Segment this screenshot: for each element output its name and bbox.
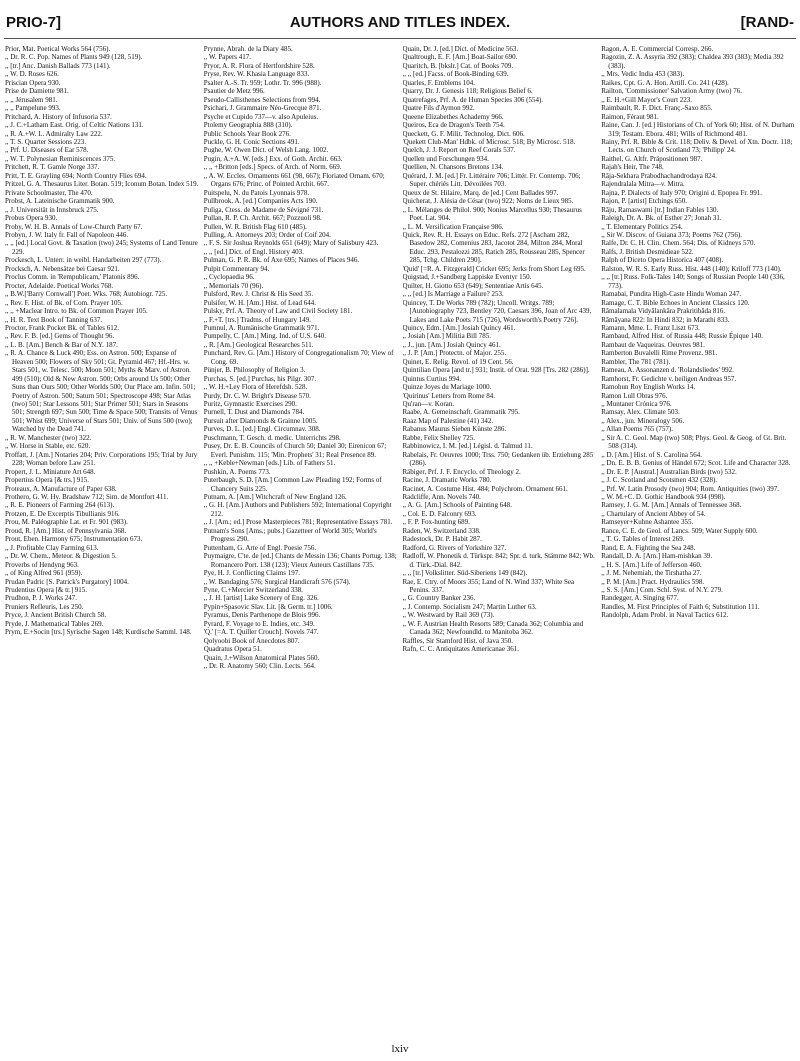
- index-entry: ,, G. H. [Am.] Authors and Publishers 592; International Copyright 212.: [203, 501, 392, 518]
- index-entry: Proffatt, J. [Am.] Notaries 204; Priv. Corporations 195; Trial by Jury 228; Woman before Law 251.: [5, 450, 198, 468]
- index-entry: Quarles, F. Emblems 104.: [402, 78, 476, 87]
- index-entry: Pryde, J. Mathematical Tables 269.: [5, 619, 104, 628]
- index-entry: Quatrefages, Prf. A. de Human Species 306 (554).: [402, 95, 544, 104]
- index-entry: ,, T. G. Tables of Interest 269.: [601, 535, 685, 544]
- page-number: lxiv: [391, 1043, 409, 1055]
- index-entry: Quigstad, J.+Sandberg Lappiske Eventyr 150.: [402, 273, 532, 282]
- index-entry: ,, J., jun. [Am.] Josiah Quincy 461.: [402, 340, 501, 349]
- index-entry: Rabbe, Felix Shelley 725.: [402, 433, 476, 442]
- index-entry: Pyrard, F. Voyage to E. Indies, etc. 349.: [203, 619, 315, 628]
- index-entry: Radcliffe, Ann. Novels 740.: [402, 493, 481, 502]
- index-entry: ,, H. R. Text Book of Tanning 637.: [5, 315, 103, 324]
- index-entry: Purves, D. L. [ed.] Engl. Circumnav. 308.: [203, 425, 321, 434]
- index-entry: Rabelais, Fr. Oeuvres 1000; Trss. 750; Gedanken üb. Erziehung 285 (286).: [402, 450, 594, 468]
- index-entry: Psalter A.-S. Tr. 959; Lothr. Tr. 996 (988).: [203, 78, 322, 87]
- index-entry: Rae, E. Ctry. of Moors 355; Land of N. Wind 337; White Sea Penins. 337.: [402, 577, 575, 594]
- index-entry: ,, Cyclopaedia 96.: [203, 273, 255, 282]
- header-right: [RAND-: [740, 14, 794, 31]
- index-entry: ,, A. W. Eccles. Ornaments 661 (98, 667); Floriated Ornam. 670; Organs 676; Princ. of Pointed Archit. 667.: [203, 171, 385, 189]
- index-entry: Puschmann, T. Gesch. d. medic. Unterrichts 298.: [203, 433, 341, 442]
- index-entry: Pursuit after Diamonds & Grainne 1005.: [203, 416, 318, 425]
- index-entry: ,, Dr. R. Anatomy 560; Clin. Lects. 564.: [203, 662, 316, 671]
- index-entry: Raleigh, Dr. A. Bk. of Esther 27; Jonah 31.: [601, 214, 722, 223]
- index-entry: Puitspelu, N. du Patois Lyonnais 978.: [203, 188, 310, 197]
- header-left: PRIO-7]: [6, 14, 62, 31]
- index-entry: Queckett, G. F. Milit. Technolog. Dict. 606.: [402, 129, 525, 138]
- index-entry: Quarry, Dr. J. Genesis 118; Religious Belief 6.: [402, 87, 533, 96]
- index-entry: Rāja-Sekhara Prabodhachandrodaya 824.: [601, 171, 717, 180]
- index-entry: Ralfe, Dr. C. H. Clin. Chem. 564; Dis. of Kidneys 570.: [601, 239, 756, 248]
- index-entry: ,, Rev. F. Hist. of Bk. of Com. Prayer 105.: [5, 298, 123, 307]
- index-entry: Pryse, Rev. W. Khasia Language 833.: [203, 70, 310, 79]
- index-entry: Pulsford, Rev. J. Christ & His Seed 35.: [203, 290, 314, 299]
- index-entry: Rāmalamala Vidyālankāra Prakritibāda 816.: [601, 307, 726, 316]
- index-entry: Quatre Fils d'Aymon 992.: [402, 104, 475, 113]
- index-entry: Quilter, H. Giotto 653 (649); Sententiae Artis 645.: [402, 281, 544, 290]
- index-entry: Ramsay, Alex. Climate 503.: [601, 408, 680, 417]
- index-entry: ,, F. S. Sir Joshua Reynolds 651 (649); Mary of Salisbury 423.: [203, 239, 379, 248]
- index-entry: Prym, E.+Socin [trs.] Syrische Sagen 148; Kurdische Samml. 148.: [5, 628, 192, 637]
- index-entry: Rabbinowicz, I. M. [ed.] Législ. d. Talmud 11.: [402, 442, 533, 451]
- index-entry: Ramabai, Pundita High-Caste Hindu Woman 247.: [601, 290, 742, 299]
- index-entry: Probus Opera 930.: [5, 214, 58, 223]
- index-entry: Pyne, C.+Mercier Switzerland 338.: [203, 586, 303, 594]
- index-entry: ,, Alex., jun. Mineralogy 506.: [601, 416, 685, 425]
- index-entry: ,, W. T. Polynesian Reminiscences 375.: [5, 154, 116, 163]
- index-entry: Qolyoobi Book of Anecdotes 807.: [203, 636, 300, 645]
- index-entry: Procksch, A. Nebensätze bei Caesar 921.: [5, 264, 120, 273]
- index-entry: ,, T. S. Quarter Sessions 223.: [5, 137, 87, 146]
- index-entry: ,, Muntaner Crónica 976.: [601, 400, 672, 409]
- header-title: AUTHORS AND TITLES INDEX.: [289, 14, 511, 31]
- index-entry: Quadratus Opera 51.: [203, 645, 262, 654]
- index-entry: Rand, E. A. Fighting the Sea 248.: [601, 543, 696, 552]
- index-entry: ,, F.+T. [trs.] Tradtns. of Hungary 149.: [203, 315, 312, 324]
- index-entry: Qualtrough, E. F. [Am.] Boat-Sailor 690.: [402, 53, 518, 62]
- index-entry: Raaz Map of Palestine (41) 342.: [402, 416, 494, 425]
- index-entry: Propert, J. L. Miniature Art 648.: [5, 467, 96, 476]
- index-entry: Pypin+Spasovic Slav. Lit. [& Germ. tr.] 1006.: [203, 602, 333, 611]
- index-entry: Quick, Rev. R. H. Essays on Educ. Refs. 272 [Ascham 282, Basedow 282, Comenius 283, Jacotot 284, Milton 284, Moral Educ. 293, Pestalozzi 285, Ratich 285, Rousseau 285, Spencer 285, Tchg. Children 290].: [402, 230, 585, 265]
- index-entry: Randall, D. A. [Am.] Ham-mishkan 39.: [601, 552, 713, 561]
- index-entry: Ramage, C. T. Bible Echoes in Ancient Classics 120.: [601, 298, 750, 307]
- index-entry: Punchard, Rev. G. [Am.] History of Congregationalism 70; View of Cong. 69.: [203, 349, 394, 366]
- index-entry: Quellen und Forschungen 934.: [402, 154, 489, 163]
- index-entry: Proteaux, A. Manufacture of Paper 638.: [5, 484, 117, 493]
- index-entry: Raithel, G. Altfr. Präpositionen 987.: [601, 154, 703, 163]
- index-entry: Protzen, E. De Excerptis Tibullianis 916.: [5, 509, 120, 518]
- index-entry: ,, J. [Am.; ed.] Prose Masterpieces 781; Representative Essays 781.: [203, 518, 393, 527]
- index-entry: Rambaut de Vaqueiras. Oeuvres 981.: [601, 340, 705, 349]
- index-entry: ,, W. M.+C. D. Gothic Handbook 934 (998).: [601, 493, 726, 502]
- index-entry: Pumnul, A. Rumänische Grammatik 971.: [203, 323, 320, 332]
- index-entry: Räbiger, Prf. J. F. Encyclo. of Theology 2.: [402, 467, 521, 476]
- index-entry: Radestock, Dr. P. Habit 287.: [402, 535, 482, 544]
- index-entry: Prudan Padric [S. Patrick's Purgatory] 1004.: [5, 577, 129, 586]
- index-entry: Ramhorst, Fr. Gedichte v. heiligen Andreas 957.: [601, 374, 737, 383]
- index-entry: ,, W. Horse in Stable, etc. 620.: [5, 442, 91, 451]
- index-entry: Queiros, Eca de Dragon's Teeth 754.: [402, 121, 505, 130]
- index-entry: Pünjer, B. Philosophy of Religion 3.: [203, 366, 306, 375]
- index-entry: Pruniers Refleuris, Les 250.: [5, 602, 84, 611]
- index-entry: Qu'ran—v. Koran.: [402, 400, 455, 409]
- index-entry: 'Quekett Club-Man' Hdbk. of Microsc. 518; By Microsc. 518.: [402, 137, 576, 146]
- index-entry: ,, J. H. [artist] Lake Scenery of Eng. 326.: [203, 594, 319, 603]
- index-entry: Proctor, Frank Pocket Bk. of Tables 612.: [5, 323, 120, 332]
- index-entry: Pusey, Dr. E. B. Councils of Church 50; Daniel 30; Eirenicon 67; Everl. Punishm. 115; 'Min. Prophets' 31; Real Presence 89.: [203, 442, 387, 459]
- index-entry: Pullen, W. R. British Flag 610 (485).: [203, 222, 307, 231]
- index-entry: Racine, J. Dramatic Works 780.: [402, 476, 492, 485]
- index-entry: Pulling, A. Attorneys 203; Order of Coif 204.: [203, 230, 331, 239]
- index-entry: Pritchett, R. T. Gamle Norge 337.: [5, 163, 100, 172]
- index-entry: Pritzel, G. A. Thesaurus Liter. Botan. 519; Iconum Botan. Index 519.: [5, 180, 199, 189]
- index-entry: Rambaud, Alfred Hist. of Russia 448; Russie Épique 140.: [601, 332, 763, 341]
- index-entry: ,, F. P. Fox-hunting 689.: [402, 518, 470, 527]
- index-entry: ,, ,, +Maclear Intro. to Bk. of Common Prayer 105.: [5, 307, 148, 316]
- index-entry: ,, of King Alfred 961 (959).: [5, 569, 83, 578]
- index-entry: Rainy, Prf. R. Bible & Crit. 118; Deliv. & Devel. of Xtn. Doctr. 118; Lects. on Church of Scotland 73; 'Philipp' 24.: [601, 137, 793, 155]
- index-entry: ,, ,, [tr.] Volkslitter. Süd-Siberiens 149 (842).: [402, 569, 528, 578]
- index-entry: Ralfs, J. British Desmidieae 522.: [601, 247, 694, 256]
- index-entry: ,, Prf. U. Diseases of Ear 578.: [5, 146, 89, 155]
- index-entry: Radford, G. Rivers of Yorkshire 327.: [402, 543, 507, 552]
- index-entry: ,, J. M. Nehemiah, the Tirshatha 27.: [601, 569, 702, 578]
- index-entry: Ramseyer+Kuhne Ashantee 355.: [601, 518, 694, 527]
- index-entry: Rameau, A. Assonanzen d. 'Rolandsliedes' 992.: [601, 366, 734, 375]
- index-entry: ,, R. [Am.] Geological Researches 511.: [203, 340, 314, 349]
- index-entry: Quérard, J. M. [ed.] Fr. Littéraire 706; Littér. Fr. Contemp. 706; Super. chériés Litt. Dévoilées 703.: [402, 171, 581, 189]
- index-entry: Ramsey, J. G. M. [Am.] Annals of Tennessee 368.: [601, 501, 742, 510]
- index-column-3: [403, 45, 597, 1040]
- index-entry: Ralph of Diceto Opera Historica 407 (408).: [601, 256, 724, 265]
- index-entry: Quincy, Edm. [Am.] Josiah Quincy 461.: [402, 323, 516, 332]
- index-entry: Probst, A. Lateinische Grammatik 900.: [5, 197, 115, 206]
- index-entry: ,, Josiah [Am.] Militia Bill 785.: [402, 332, 491, 341]
- index-entry: ,, Dr. R. C. Pop. Names of Plants 949 (128, 519).: [5, 53, 143, 62]
- index-entry: Railton, 'Commissioner' Salvation Army (two) 76.: [601, 87, 743, 96]
- index-entry: Psyche et Cupido 737—v. also Apuleius.: [203, 112, 319, 121]
- index-entry: ,, S. S. [Am.] Com. Schl. Syst. of N.Y. 279.: [601, 586, 723, 594]
- index-entry: ,, D. [Am.] Hist. of S. Carolina 564.: [601, 450, 702, 459]
- index-entry: Pritchard, A. History of Infusoria 537.: [5, 112, 112, 121]
- index-entry: ,, W. H.+Ley Flora of Herefdsh. 528.: [203, 383, 308, 392]
- index-entry: Quelch, J. J. Report on Reef Corals 537.: [402, 146, 516, 155]
- index-column-2: [204, 45, 398, 1040]
- index-entry: Pughe, W. Owen Dict. of Welsh Lang. 1002.: [203, 146, 329, 155]
- index-entry: Ralston, W. R. S. Early Russ. Hist. 448 (140); Kriloff 773 (140).: [601, 264, 782, 273]
- index-entry: ,, ,, [ed.] Local Govt. & Taxation (two) 245; Systems of Land Tenure 229.: [5, 239, 198, 256]
- index-entry: Quain, Dr. J. [ed.] Dict. of Medicine 563.: [402, 45, 519, 53]
- index-entry: Rāmāyana 822: In Hindi 832; in Marathi 833.: [601, 315, 730, 324]
- index-entry: Queene Elizabethes Achademy 966.: [402, 112, 504, 121]
- index-entry: 'Q.' [=A. T. Quiller Crouch]. Novels 747.: [203, 628, 319, 637]
- index-entry: ,, L. Mélanges de Philol. 900; Nonius Marcellus 930; Thesaurus Poet. Lat. 904.: [402, 205, 582, 223]
- index-entry: ,, [tr.] Anc. Danish Ballads 773 (141).: [5, 61, 111, 70]
- index-entry: ,, L. M. Versification Française 986.: [402, 222, 504, 231]
- index-entry: ,, Dr. E. P. [Austral.] Australian Birds (two) 532.: [601, 467, 737, 476]
- index-entry: ,, ,, Pampelune 993.: [5, 104, 61, 113]
- index-entry: Prothero, G. W. Hy. Bradshaw 712; Sim. de Montfort 411.: [5, 493, 169, 502]
- index-entry: Pulpit Commentary 94.: [203, 264, 270, 273]
- index-entry: ,, P. M. [Am.] Pract. Hydraulics 598.: [601, 577, 705, 586]
- index-entry: Priscian Opera 930.: [5, 78, 61, 87]
- index-entry: Purnell, T. Dust and Diamonds 784.: [203, 408, 305, 417]
- index-entry: ,, R. A.+W. L. Admiralty Law 222.: [5, 129, 103, 138]
- index-entry: ,, Mrs. Vedic India 453 (383).: [601, 70, 685, 79]
- index-entry: Pryor, A. R. Flora of Hertfordshire 528.: [203, 61, 315, 70]
- index-entry: Rajendralala Mitra—v. Mitra.: [601, 180, 685, 189]
- index-entry: Purchas, S. [ed.] Purchas, his Pilgr. 307.: [203, 374, 317, 383]
- index-entry: Quicherat, J. Alésia de César (two) 922; Noms de Lieux 985.: [402, 197, 574, 206]
- index-entry: ,, J. C. Scotland and Scotsmen 432 (328).: [601, 476, 718, 485]
- index-entry: Quinet, E. Relig. Revol. of 19 Cent. 56.: [402, 357, 514, 366]
- index-entry: Ramberton Buvalelli Rime Provenz. 981.: [601, 349, 718, 358]
- index-entry: ,, ,, [ed.] Facss. of Book-Binding 639.: [402, 70, 509, 79]
- index-entry: ,, Memorials 70 (96).: [203, 281, 264, 290]
- index-entry: Rambler, The 781 (781).: [601, 357, 671, 366]
- index-entry: Randegger, A. Singing 677.: [601, 594, 679, 603]
- index-entry: ,, B.W.['Barry Cornwall'] Poet. Wks. 768; Autobiogr. 725.: [5, 290, 168, 299]
- index-column-1: [5, 45, 199, 1040]
- index-entry: Prise de Damiette 981.: [5, 87, 69, 96]
- index-entry: Prynne, Abrah. de la Diary 485.: [203, 45, 293, 53]
- index-entry: Racinet, A. Costume Hist. 484; Polychrom. Ornament 661.: [402, 484, 568, 493]
- index-entry: ,, ,, [ed.] Is Marriage a Failure? 253.: [402, 290, 504, 299]
- index-entry: ,, ,, +Keble+Newman [eds.] Lib. of Fathers 51.: [203, 459, 336, 468]
- index-entry: Quinze Joyes du Mariage 1000.: [402, 383, 492, 392]
- index-entry: Rafn, C. C. Antiquitates Americanae 361.: [402, 645, 519, 654]
- index-entry: Queux de St. Hilaire, Marq. de [ed.] Cent Ballades 997.: [402, 188, 559, 197]
- header-rule: [4, 38, 796, 39]
- index-entry: ,, Col. E. D. Falconry 693.: [402, 509, 477, 518]
- index-entry: 'Quirinus' Letters from Rome 84.: [402, 391, 496, 400]
- index-entry: Puymaigre, C'te. de [ed.] Chants de Messin 136; Chants Portug. 138; Romancero Port. 138 (123); Vieux Auteurs Castillans 735.: [203, 552, 397, 569]
- index-entry: ,, W. F. Austrian Health Resorts 589; Canada 362; Columbia and Canada 362; Newfoundld. to Manitoba 362.: [402, 619, 584, 637]
- index-entry: Raimon, Féraut 981.: [601, 112, 659, 121]
- index-entry: Procter, Adelaide. Poetical Works 768.: [5, 281, 114, 290]
- index-entry: ,, J. Profitable Clay Farming 613.: [5, 543, 99, 552]
- index-entry: Pulsky, Prf. A. Theory of Law and Civil Society 181.: [203, 307, 353, 316]
- index-entry: Pseudo-Callisthenes Selections from 994.: [203, 95, 321, 104]
- index-entry: Pushkin, A. Poems 773.: [203, 467, 271, 476]
- index-entry: Probyn, J. W. Italy fr. Fall of Napoleon 446.: [5, 230, 129, 239]
- index-entry: Quaritch, B. [bkslr.] Cat. of Books 709.: [402, 61, 514, 70]
- index-entry: Radloff, W. Phonetik d. Türkspr. 842; Spr. d. turk. Stämme 842; Wb. d. Türk.-Dial. 842.: [402, 552, 595, 569]
- index-entry: ,, Sir W. Discov. of Guiana 373; Poems 762 (756).: [601, 230, 742, 239]
- index-entry: Randles, M. First Principles of Faith 6; Substitution 111.: [601, 602, 760, 611]
- index-entry: Rajon, P. [artist] Etchings 650.: [601, 197, 687, 206]
- index-entry: Purdy, Dr. C. W. Bright's Disease 570.: [203, 391, 311, 400]
- index-entry: ,, J. Contemp. Socialism 247; Martin Luther 63.: [402, 602, 537, 611]
- index-entry: Proclus Comm. in 'Rempublicam,' Platonis 896.: [5, 273, 140, 282]
- index-entry: Raikes, Cpt. G. A. Hon. Artill. Co. 241 (428).: [601, 78, 729, 87]
- index-entry: Prudentius Opera [& tr.] 915.: [5, 586, 88, 594]
- index-entry: ,, A. G. [Am.] Schools of Painting 648.: [402, 501, 512, 510]
- index-entry: ,, L. B. [Am.] Bench & Bar of N.Y. 187.: [5, 340, 118, 349]
- index-entry: Pullan, R. P. Ch. Archit. 667; Pozzuoli 98.: [203, 214, 322, 223]
- index-entry: Randolph, Adam Probl. in Naval Tactics 612.: [601, 611, 729, 620]
- index-entry: Puritz, Gymnastic Exercises 290.: [203, 400, 297, 409]
- index-entry: Pye, H. J. Conflicting Claims 197.: [203, 569, 300, 578]
- index-entry: Pullbrook, A. [ed.] Companies Acts 190.: [203, 197, 318, 206]
- index-entry: Raine, Can. J. [ed.] Historians of Ch. of York 60; Hist. of N. Durham 319; Testam. Ebora. 481; Wills of Richmond 481.: [601, 121, 795, 138]
- index-entry: Prior, Mat. Poetical Works 564 (756).: [5, 45, 111, 53]
- index-entry: Puterbaugh, S. D. [Am.] Common Law Pleading 192; Forms of Chancery Suits 225.: [203, 476, 382, 493]
- index-entry: Public Schools Year Book 276.: [203, 129, 291, 138]
- index-entry: Raffles, Sir Stamford Hist. of Java 350.: [402, 636, 513, 645]
- index-entry: Proby, W. H. B. Annals of Low-Church Party 67.: [5, 222, 143, 231]
- index-entry: Proud, R. [Am.] Hist. of Pennsylvania 368.: [5, 526, 127, 535]
- index-entry: Prockesch, L. Unterr. in weibl. Handarbeiten 297 (773).: [5, 256, 162, 265]
- index-entry: Rabanus Maurus Sieben Künste 286.: [402, 425, 507, 434]
- running-header: [0, 10, 800, 40]
- index-entry: ,, W. Bandaging 576; Surgical Handicraft 576 (574).: [203, 577, 351, 586]
- index-entry: Raden, W. Switzerland 338.: [402, 526, 481, 535]
- index-entry: Putnam, A. [Am.] Witchcraft of New England 126.: [203, 493, 347, 502]
- index-entry: Ramann, Mme. L. Franz Liszt 673.: [601, 323, 700, 332]
- index-entry: ,, W. Westward by Rail 369 (73).: [402, 611, 495, 620]
- index-entry: Quellien, N. Chansons Bretons 134.: [402, 163, 504, 172]
- index-entry: Pyramus, Denis Parthenope de Blois 996.: [203, 611, 321, 620]
- index-entry: ,, T. Elementary Politics 254.: [601, 222, 683, 231]
- index-entry: ,, Rev. F. B. [ed.] Gems of Thought 96.: [5, 332, 115, 341]
- index-entry: ,, R. W. Manchester (two) 322.: [5, 433, 92, 442]
- index-entry: ,, J. Universität in Innsbruck 275.: [5, 205, 99, 214]
- index-entry: ,, Chartulary of Ancient Abbey of 54.: [601, 509, 706, 518]
- index-columns: [5, 45, 795, 1040]
- index-entry: Pulman, G. P. R. Bk. of Axe 695; Names of Places 946.: [203, 256, 360, 265]
- index-entry: Rajna, P. Dialects of Italy 970; Origini d. Epopea Fr. 991.: [601, 188, 763, 197]
- index-entry: Prou, M. Paléographie Lat. et Fr. 901 (983).: [5, 518, 128, 527]
- index-entry: ,, Dr. W. Chem., Meteor. & Digestion 5.: [5, 552, 117, 561]
- index-entry: ,, J. P. [Am.] Protectn. of Major. 255.: [402, 349, 507, 358]
- index-entry: Rāju, Ramaswami [tr.] Indian Fables 130.: [601, 205, 719, 214]
- index-entry: Psautier de Metz 996.: [203, 87, 265, 96]
- index-entry: Pryce, J. Ancient British Church 58.: [5, 611, 107, 620]
- index-entry: ,, W. Papers 417.: [203, 53, 251, 62]
- index-entry: ,, Dn. E. B. B. Genius of Händel 672; Scot. Life and Character 328.: [601, 459, 791, 468]
- index-entry: ,, G. Country Banker 236.: [402, 594, 476, 603]
- index-entry: Prout, Eben. Harmony 675; Instrumentation 673.: [5, 535, 143, 544]
- index-entry: ,, ,, Jérusalem 981.: [5, 95, 58, 104]
- index-entry: Propertius Opera [& trs.] 915.: [5, 476, 89, 485]
- index-entry: Quintus Curtius 994.: [402, 374, 462, 383]
- index-entry: Psichari, J. Grammaire Néo-Grecque 871.: [203, 104, 322, 113]
- index-entry: ,, W. D. Roses 626.: [5, 70, 59, 79]
- index-entry: Ramohun Roy English Works 14.: [601, 383, 696, 392]
- index-entry: ,, Allan Poems 765 (757).: [601, 425, 673, 434]
- index-entry: ,, R. A. Chance & Luck 490; Ess. on Astron. 500; Expanse of Heaven 500; Flowers of Sky 501; Gt. Pyramid 467; Hf.-Hrs. w. Stars 501, w. Telesc. 500; Moon 501; Myths & Marv. of Astron. 499 (510); Old & New Astron. 500; Orbs around Us 500; Other Suns than Ours 500; Other Worlds 500; Our Place am. Infin. 501; Poetry of Astron. 500; Saturn 501; Spectroscope 498; Star Atlas (two) 501; Star Lessons 501; Star Primer 501; Stars in Seasons 501; Strength 697; Sun 500; Time & Space 500; Transits of Venus 501; Whist 699; Universe of Stars 501; Univ. of Suns 500 (two); Watched by the Dead 741.: [5, 349, 198, 434]
- index-column-4: [601, 45, 795, 1040]
- index-entry: ,, ,, +Britton [eds.] Specs. of Arch. of Norm. 669.: [203, 163, 342, 172]
- index-entry: Quain, J.+Wilson Anatomical Plates 560.: [203, 653, 320, 662]
- index-entry: Pumpelly, C. [Am.] Ming. Ind. of U.S. 640.: [203, 332, 326, 341]
- index-entry: 'Quid' [=R. A. Fitzgerald] Cricket 695; Jerks from Short Leg 695.: [402, 264, 586, 273]
- index-entry: Rance, C. E. de Geol. of Lancs. 509; Water Supply 600.: [601, 526, 758, 535]
- index-entry: Pugin, A.+A. W. [eds.] Exx. of Goth. Archit. 663.: [203, 154, 343, 163]
- index-entry: Raimbault, R. F. Dict. Franç.-Saxo 855.: [601, 104, 713, 113]
- index-entry: ,, ,, [ed.] Dict. of Engl. History 403.: [203, 247, 304, 256]
- index-entry: ,, E. H.+Gill Mayor's Court 223.: [601, 95, 693, 104]
- index-entry: ,, R. E. Pioneers of Farming 264 (613).: [5, 501, 115, 510]
- index-entry: ,, J. C.+Latham East. Orig. of Celtic Nations 131.: [5, 121, 144, 130]
- index-entry: Pulsifer, W. H. [Am.] Hist. of Lead 644.: [203, 298, 317, 307]
- index-entry: Raabe, A. Gemeinschaft. Grammatik 795.: [402, 408, 520, 417]
- index-entry: Ragozin, Z. A. Assyria 392 (383); Chaldea 393 (383); Media 392 (383).: [601, 53, 784, 70]
- index-entry: Proverbs of Hendyng 963.: [5, 560, 79, 569]
- index-entry: Putnam's Sons [Ams.; pubs.] Gazetteer of World 305; World's Progress 290.: [203, 526, 377, 544]
- index-entry: Puttenham, G. Arte of Engl. Poesie 756.: [203, 543, 317, 552]
- index-entry: Puliga, Ctess. de Madame de Sévigné 731.: [203, 205, 324, 214]
- index-entry: Puckle, G. H. Conic Sections 491.: [203, 137, 300, 146]
- index-entry: Quincey, T. De Works 789 (782); Uncoll. Writgs. 789; [Autobiography 723, Bentley 720, Caesars 396, Joan of Arc 439, Lakes and Lake Poets 715 (726), Wordsworth's Poetry 726].: [402, 298, 592, 324]
- index-entry: ,, ,, [tr.] Russ. Folk-Tales 140; Songs of Russian People 140 (336, 773).: [601, 273, 785, 290]
- index-entry: ,, Prf. W. Latin Prosody (two) 904; Rom. Antiquities (two) 397.: [601, 484, 779, 493]
- index-entry: Ramon Lull Obras 976.: [601, 391, 668, 400]
- index-entry: ,, Sir A. C. Geol. Map (two) 508; Phys. Geol. & Geog. of Gt. Brit. 508 (314).: [601, 433, 787, 451]
- index-entry: Rajah's Heir, The 748.: [601, 163, 664, 172]
- index-entry: Private Schoolmaster, The 470.: [5, 188, 93, 197]
- index-entry: Ragon, A. E. Commercial Corresp. 266.: [601, 45, 714, 53]
- index-entry: Quintilian Opera [and tr.] 931; Instit. of Orat. 928 [Trs. 282 (286)].: [402, 366, 590, 375]
- index-entry: Ptolemy Geographia 888 (310).: [203, 121, 293, 130]
- index-entry: ,, H. S. [Am.] Life of Jefferson 460.: [601, 560, 702, 569]
- index-entry: Prudhon, P. J. Works 247.: [5, 594, 78, 603]
- index-entry: Pritt, T. E. Grayling 694; North Country Flies 694.: [5, 171, 147, 180]
